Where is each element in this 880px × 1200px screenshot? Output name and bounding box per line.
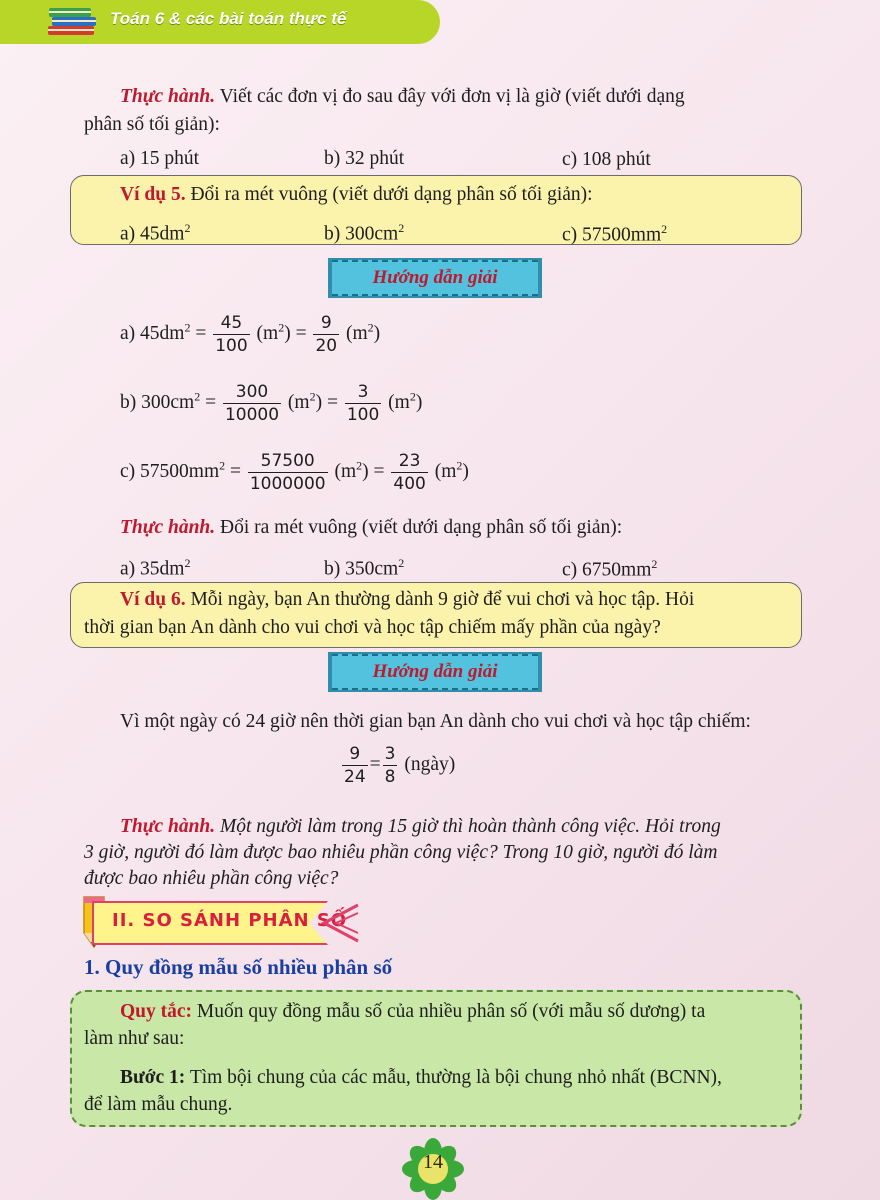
practice-2-statement (120, 513, 622, 543)
exponent: 2 (398, 556, 405, 570)
exponent: 2 (184, 556, 191, 570)
solution-6-equation (340, 743, 455, 788)
fraction (345, 381, 381, 426)
page-number: 14 (423, 1151, 443, 1173)
exponent: 2 (409, 389, 416, 404)
fraction (383, 743, 398, 788)
numerator: 57500 (260, 451, 315, 471)
practice-1-line-2: phân số tối giản): (84, 114, 220, 135)
item-text: a) 35dm (120, 558, 185, 580)
guide-banner-2: Hướng dẫn giải (332, 654, 538, 690)
practice-3-line-2: 3 giờ, người đó làm được bao nhiêu phần công việc? Trong 10 giờ, người đó làm (84, 842, 718, 863)
example-6-text: Mỗi ngày, bạn An thường dành 9 giờ để vui chơi và học tập. Hỏi (190, 589, 695, 610)
practice-text: Một người làm trong 15 giờ thì hoàn thành công việc. Hỏi trong (220, 816, 721, 837)
practice-text: Viết các đơn vị đo sau đây với đơn vị là giờ (viết dưới dạng (219, 86, 685, 107)
numerator: 45 (220, 313, 243, 333)
practice-1-item-a: a) 15 phút (120, 148, 200, 169)
item-text: b) 350cm (324, 558, 399, 580)
fraction (313, 312, 339, 357)
denominator: 100 (346, 405, 380, 425)
unit-close: ) (415, 391, 423, 413)
exponent: 2 (278, 320, 285, 335)
fraction (248, 450, 328, 495)
denominator: 20 (315, 336, 338, 356)
exponent: 2 (194, 389, 201, 404)
practice-text: Đổi ra mét vuông (viết dưới dạng phân số tối giản): (220, 517, 623, 538)
step-text: Tìm bội chung của các mẫu, thường là bội chung nhỏ nhất (BCNN), (189, 1067, 722, 1088)
practice-2-item-a (120, 548, 190, 585)
equals: = (295, 322, 307, 344)
denominator: 400 (393, 474, 426, 494)
exponent: 2 (356, 458, 363, 473)
item-text: b) 300cm (324, 223, 399, 245)
solution-5-b (120, 381, 422, 426)
section-title: II. SO SÁNH PHÂN SỐ (112, 910, 348, 931)
fraction (213, 312, 249, 357)
example-5-item-a (120, 213, 190, 250)
exponent: 2 (398, 221, 405, 235)
example-5-statement (120, 180, 593, 210)
guide-banner-1: Hướng dẫn giải (332, 260, 538, 296)
equals: = (326, 391, 338, 413)
header-title: Toán 6 & các bài toán thực tế (110, 9, 347, 28)
unit-close: ) (315, 391, 323, 413)
denominator: 100 (215, 336, 248, 356)
fraction (223, 381, 281, 426)
item-text: c) 57500mm (562, 224, 662, 246)
unit: (m (256, 322, 279, 344)
example-6-line-1 (120, 585, 694, 615)
rule-label: Quy tắc: (120, 1001, 193, 1022)
unit-close: ) (462, 460, 469, 482)
exponent: 2 (184, 221, 191, 235)
step-1-line-1 (120, 1063, 722, 1093)
exponent: 2 (367, 320, 374, 335)
exponent: 2 (661, 222, 668, 236)
practice-label: Thực hành. (120, 816, 216, 837)
lhs: a) 45dm (120, 322, 185, 344)
lhs: c) 57500mm (120, 460, 220, 482)
equals: = (229, 460, 241, 482)
example-5-item-b (324, 213, 404, 250)
unit: (m (388, 391, 410, 413)
unit: (m (334, 460, 357, 482)
unit: (m (434, 460, 457, 482)
unit-close: ) (373, 322, 381, 344)
rule-line-1 (120, 997, 705, 1027)
practice-1-item-c: c) 108 phút (562, 149, 651, 170)
practice-2-item-b (324, 548, 404, 585)
equals: = (205, 391, 217, 413)
equals: = (373, 460, 385, 482)
equals: = (369, 753, 381, 775)
item-text: a) 45dm (120, 223, 185, 245)
denominator: 10000 (224, 405, 280, 425)
solution-6-text: Vì một ngày có 24 giờ nên thời gian bạn An dành cho vui chơi và học tập chiếm: (120, 711, 751, 732)
unit-close: ) (362, 460, 369, 482)
fraction (342, 743, 368, 788)
example-6-label: Ví dụ 6. (120, 589, 186, 610)
denominator: 8 (384, 767, 396, 787)
rule-line-2: làm như sau: (84, 1028, 185, 1049)
rule-text: Muốn quy đồng mẫu số của nhiều phân số (với mẫu số dương) ta (196, 1001, 706, 1022)
example-5-label: Ví dụ 5. (120, 184, 186, 205)
section-arrow-icon (318, 901, 362, 945)
fraction (391, 450, 427, 495)
exponent: 2 (456, 458, 463, 473)
practice-1-line-1 (120, 82, 685, 112)
exponent: 2 (184, 320, 191, 335)
numerator: 3 (357, 382, 369, 402)
numerator: 3 (384, 744, 396, 764)
lhs: b) 300cm (120, 391, 195, 413)
exponent: 2 (309, 389, 316, 404)
exponent: 2 (651, 557, 658, 571)
step-label: Bước 1: (120, 1067, 186, 1088)
solution-5-c (120, 450, 469, 495)
practice-label: Thực hành. (120, 517, 216, 538)
step-1-line-2: để làm mẫu chung. (84, 1094, 233, 1115)
unit: (ngày) (404, 753, 456, 775)
practice-2-item-c (562, 549, 657, 586)
unit: (m (345, 322, 368, 344)
practice-3-line-3: được bao nhiêu phần công việc? (84, 868, 339, 889)
practice-label: Thực hành. (120, 86, 216, 107)
practice-1-item-b: b) 32 phút (324, 148, 405, 169)
denominator: 24 (344, 767, 366, 787)
example-5-text: Đổi ra mét vuông (viết dưới dạng phân số tối giản): (190, 184, 593, 205)
unit-close: ) (284, 322, 291, 344)
subsection-title: 1. Quy đồng mẫu số nhiều phân số (84, 955, 393, 979)
unit: (m (287, 391, 310, 413)
item-text: c) 6750mm (562, 559, 652, 581)
numerator: 9 (349, 744, 361, 764)
numerator: 23 (398, 451, 421, 471)
books-icon (44, 4, 104, 40)
equals: = (195, 322, 207, 344)
numerator: 9 (320, 313, 332, 333)
solution-5-a (120, 312, 380, 357)
denominator: 1000000 (249, 474, 326, 494)
example-6-line-2: thời gian bạn An dành cho vui chơi và học tập chiếm mấy phần của ngày? (84, 617, 661, 638)
numerator: 300 (235, 382, 269, 402)
exponent: 2 (219, 458, 226, 473)
example-5-item-c (562, 214, 667, 251)
